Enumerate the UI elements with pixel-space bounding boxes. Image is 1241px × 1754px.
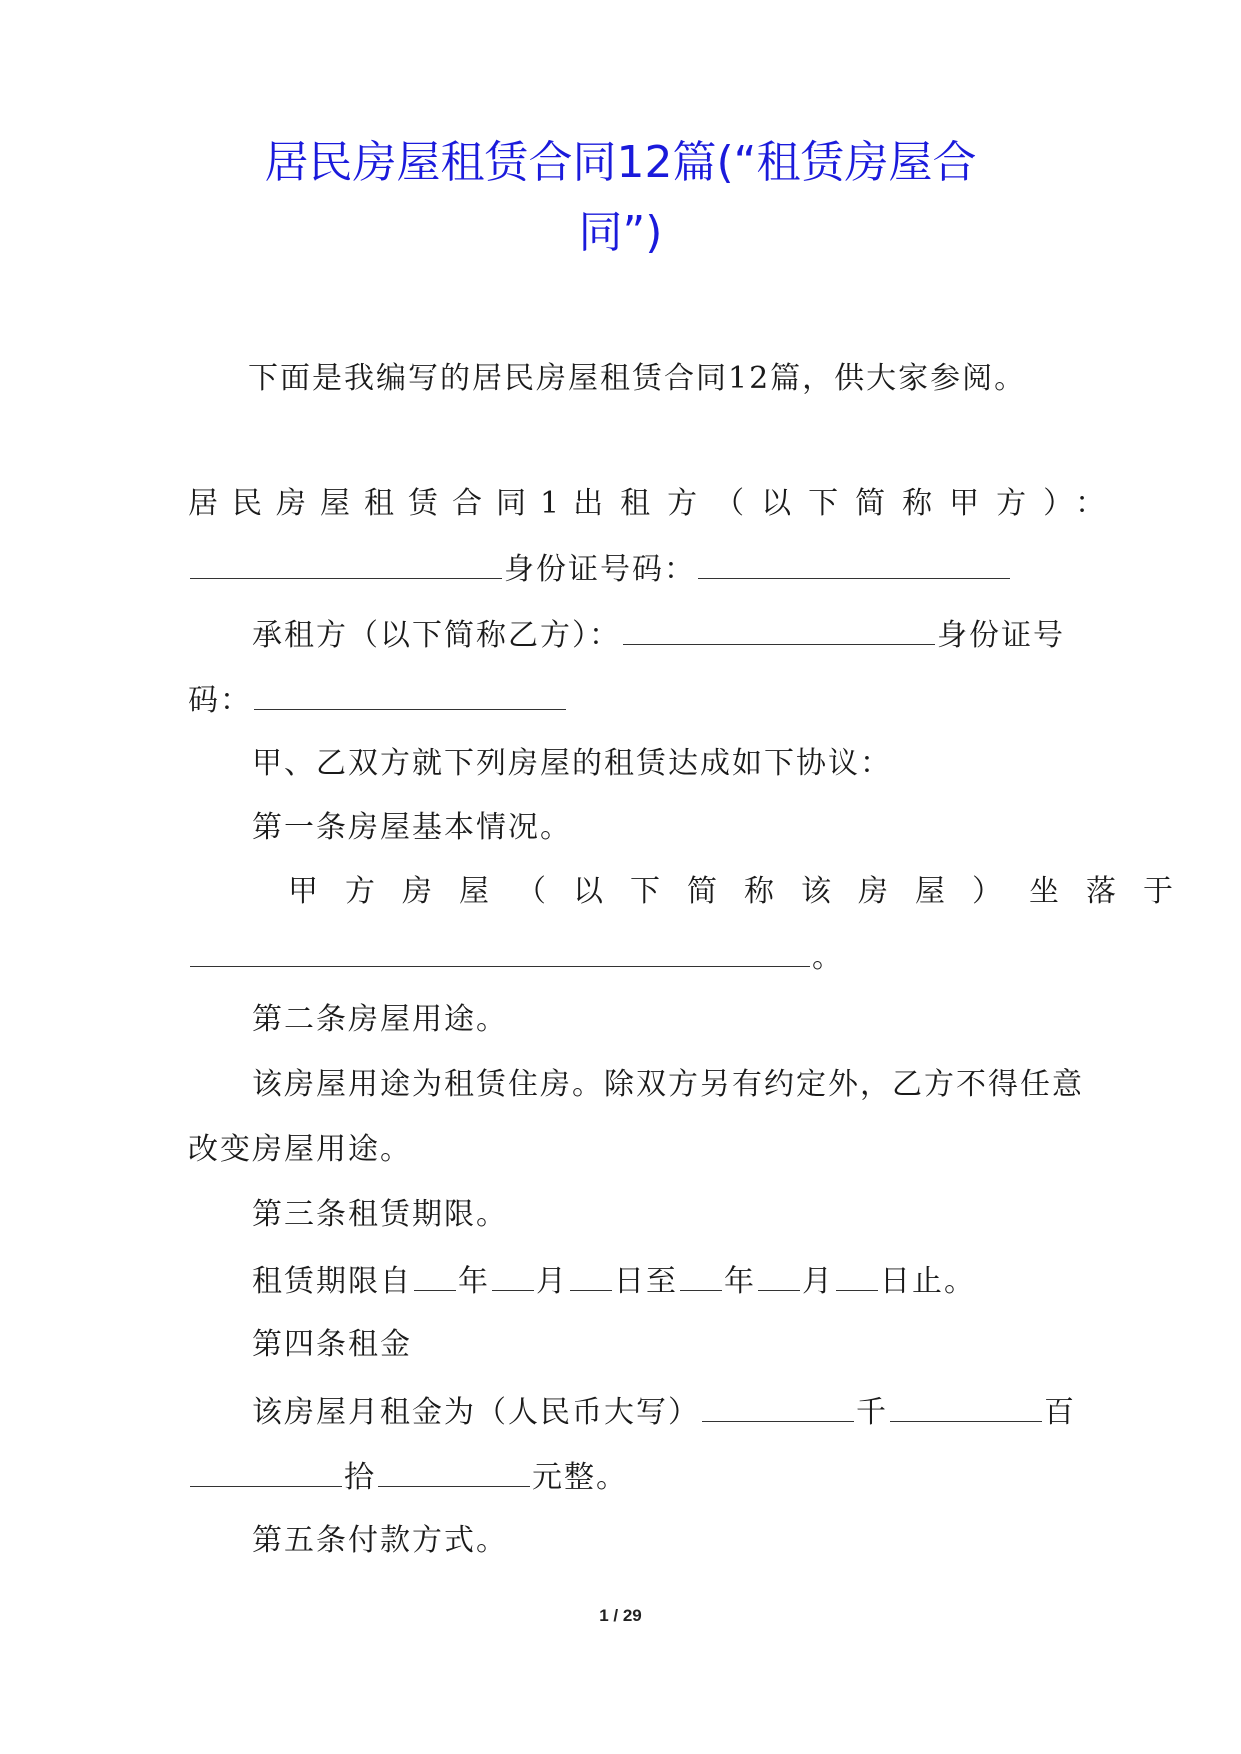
contract-heading-row [188,484,1123,524]
lessee-label: 承租方（以下简称乙方）： [252,618,621,653]
lessee-row [252,614,1065,656]
article-3-title: 第三条租赁期限。 [252,1197,508,1232]
ten-label: 拾 [344,1460,376,1495]
thousand-label: 千 [856,1395,888,1430]
lessor-id-blank [698,548,1010,579]
end-year-blank [680,1260,722,1291]
contract-heading: 居民房屋租赁合同1 [188,486,574,521]
article-4-text-a [252,1391,1076,1433]
article-1-address-row [188,936,844,978]
article-2-text-b: 改变房屋用途。 [188,1132,412,1167]
article-1-text: 甲方房屋（以下简称该房屋）坐落于 [288,874,1200,909]
page-indicator: 1 / 29 [599,1606,642,1625]
title-line-1: 居民房屋租赁合同12篇(“租赁房屋合 [264,137,977,188]
article-3-text [252,1260,976,1302]
lessor-name-blank [190,548,502,579]
lessee-name-blank [623,614,935,645]
id-label-1: 身份证号码： [504,552,696,587]
rent-thousand-blank [702,1391,854,1422]
id-label-2a: 身份证号 [937,618,1065,653]
lessee-id-row [188,679,568,721]
start-month-blank [492,1260,534,1291]
day-label-1: 日至 [614,1264,678,1299]
yuan-label: 元整。 [532,1460,628,1495]
article-4-title: 第四条租金 [252,1327,412,1362]
month-label-1: 月 [536,1264,568,1299]
article-5-title: 第五条付款方式。 [252,1523,508,1558]
article-4-text-b [188,1456,628,1498]
intro-paragraph: 下面是我编写的居民房屋租赁合同12篇，供大家参阅。 [248,361,1027,396]
lessor-label: 出租方（以下简称甲方）： [573,486,1123,521]
article-1-end: 。 [812,940,844,975]
year-label-1: 年 [458,1264,490,1299]
title-line-2: 同”) [578,207,663,258]
article-1-title: 第一条房屋基本情况。 [252,810,572,845]
rent-label: 该房屋月租金为（人民币大写） [252,1395,700,1430]
day-label-2: 日止。 [880,1264,976,1299]
address-blank [190,936,810,967]
month-label-2: 月 [802,1264,834,1299]
year-label-2: 年 [724,1264,756,1299]
article-2-text-a: 该房屋用途为租赁住房。除双方另有约定外，乙方不得任意 [252,1067,1084,1102]
start-year-blank [414,1260,456,1291]
rent-ten-blank [190,1456,342,1487]
rent-yuan-blank [378,1456,530,1487]
article-2-title: 第二条房屋用途。 [252,1002,508,1037]
id-label-2b: 码： [188,683,252,718]
lessor-id-row [188,548,1012,590]
rent-hundred-blank [890,1391,1042,1422]
start-day-blank [570,1260,612,1291]
lessee-id-blank [254,679,566,710]
end-day-blank [836,1260,878,1291]
end-month-blank [758,1260,800,1291]
term-start-label: 租赁期限自 [252,1264,412,1299]
agreement-text: 甲、乙双方就下列房屋的租赁达成如下协议： [252,746,892,781]
hundred-label: 百 [1044,1395,1076,1430]
document-title [150,128,1091,268]
